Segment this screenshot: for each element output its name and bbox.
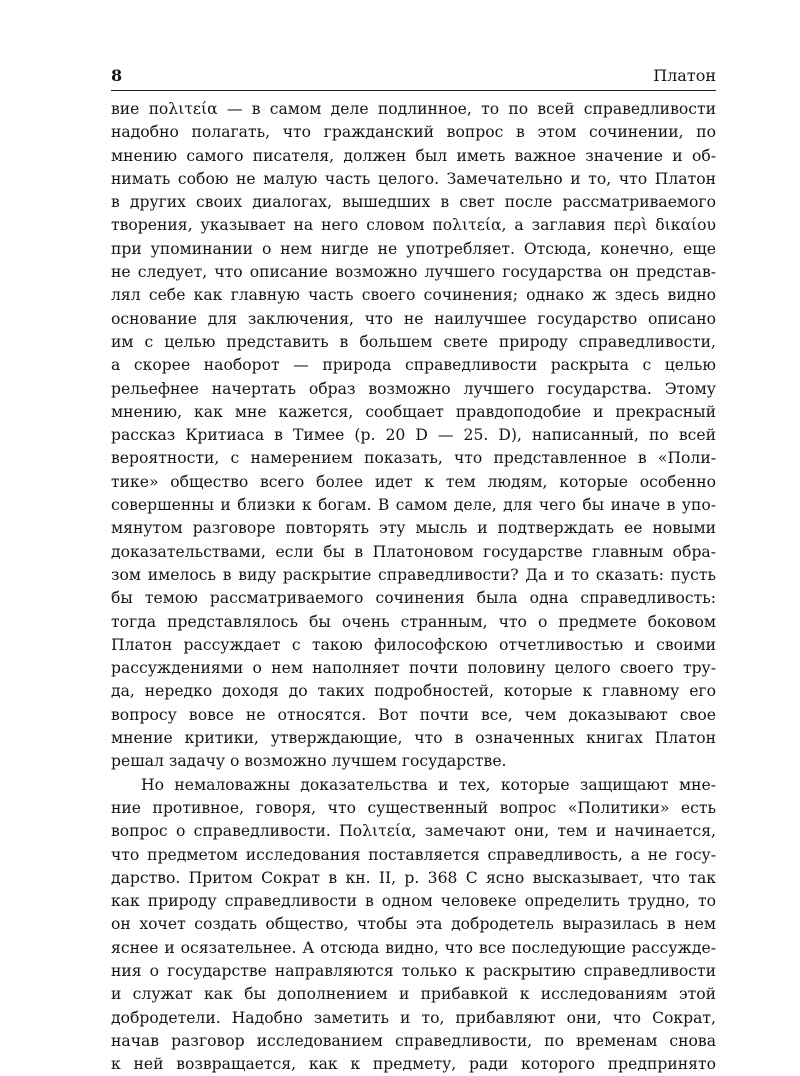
- body-text: [111, 98, 716, 1076]
- text-line: ния о государстве направляются только к раскрытию справедливости: [111, 961, 716, 980]
- text-line: мнению самого писателя, должен был иметь важное значение и об-: [111, 146, 716, 165]
- text-line: в других своих диалогах, вышедших в свет после рассматриваемого: [111, 193, 716, 212]
- page-number: 8: [111, 66, 123, 85]
- text-line: вие πoλιτεία — в самом деле подлинное, то по всей справедливости: [111, 100, 716, 118]
- text-line: что предметом исследования поставляется справедливость, а не госу-: [111, 845, 716, 864]
- text-line: нимать собою не малую часть целого. Замечательно и то, что Платон: [111, 169, 716, 188]
- text-line: к ней возвращается, как к предмету, ради которого предпринято: [111, 1055, 716, 1074]
- text-line: при упоминании о нем нигде не употребляет. Отсюда, конечно, еще: [111, 239, 716, 258]
- text-line: доказательствами, если бы в Платоновом государстве главным обра-: [111, 542, 716, 561]
- text-line: а скорее наоборот — природа справедливости раскрыта с целью: [111, 356, 716, 375]
- text-line: лял себе как главную часть своего сочинения; однако ж здесь видно: [111, 286, 716, 305]
- text-line: мянутом разговоре повторять эту мысль и подтверждать ее новыми: [111, 519, 716, 538]
- text-line: Платон рассуждает с такою философскою отчетливостью и своими: [111, 635, 716, 654]
- text-line: яснее и осязательнее. А отсюда видно, что все последующие рассужде-: [111, 938, 716, 957]
- text-line: тике» общество всего более идет к тем людям, которые особенно: [111, 472, 716, 491]
- text-line: совершенны и близки к богам. В самом деле, для чего бы иначе в упо-: [111, 496, 716, 515]
- text-line: зом имелось в виду раскрытие справедливости? Да и то сказать: пусть: [111, 565, 716, 584]
- text-line: рассуждениями о нем наполняет почти половину целого своего тру-: [111, 659, 716, 678]
- text-line: да, нередко доходя до таких подробностей, которые к главному его: [111, 682, 716, 701]
- text-line: и служат как бы дополнением и прибавкой к исследованиям этой: [111, 985, 716, 1004]
- text-line: рельефнее начертать образ возможно лучшего государства. Этому: [111, 379, 716, 398]
- text-line: ние противное, говоря, что существенный вопрос «Политики» есть: [111, 798, 716, 817]
- text-line: вероятности, с намерением показать, что представленное в «Поли-: [111, 449, 716, 468]
- text-line: он хочет создать общество, чтобы эта добродетель выразилась в нем: [111, 915, 716, 934]
- header-rule: [111, 90, 716, 91]
- text-line: дарство. Притом Сократ в кн. II, p. 368 С ясно высказывает, что так: [111, 868, 716, 887]
- text-line: начав разговор исследованием справедливости, по временам снова: [111, 1031, 716, 1050]
- text-line: творения, указывает на него словом πoλιτεία, а заглавия περὶ δικαίου: [111, 216, 716, 235]
- text-line: не следует, что описание возможно лучшего государства он представ-: [111, 263, 716, 282]
- text-line: мнение критики, утверждающие, что в означенных книгах Платон: [111, 729, 716, 748]
- paragraph-first-line: Но немаловажны доказательства и тех, которые защищают мне-: [141, 775, 716, 794]
- text-line: тогда представлялось бы очень странным, что о предмете боковом: [111, 612, 716, 631]
- text-line: рассказ Критиаса в Тимее (p. 20 D — 25. D), написанный, по всей: [111, 426, 716, 445]
- text-line: надобно полагать, что гражданский вопрос в этом сочинении, по: [111, 123, 716, 142]
- text-line: бы темою рассматриваемого сочинения была одна справедливость:: [111, 589, 716, 608]
- text-line: вопросу вовсе не относятся. Вот почти все, чем доказывают свое: [111, 705, 716, 724]
- text-line: добродетели. Надобно заметить и то, прибавляют они, что Сократ,: [111, 1008, 716, 1027]
- page-header: [111, 66, 716, 86]
- paragraph-last-line: решал задачу о возможно лучшем государстве.: [111, 752, 507, 771]
- running-head: Платон: [653, 66, 716, 85]
- text-line: основание для заключения, что не наилучшее государство описано: [111, 309, 716, 328]
- text-line: им с целью представить в большем свете природу справедливости,: [111, 332, 716, 351]
- text-line: как природу справедливости в одном человеке определить трудно, то: [111, 892, 716, 911]
- text-line: мнению, как мне кажется, сообщает правдоподобие и прекрасный: [111, 402, 716, 421]
- text-line: вопрос о справедливости. Πoλιτεία, замечают они, тем и начинается,: [111, 822, 716, 841]
